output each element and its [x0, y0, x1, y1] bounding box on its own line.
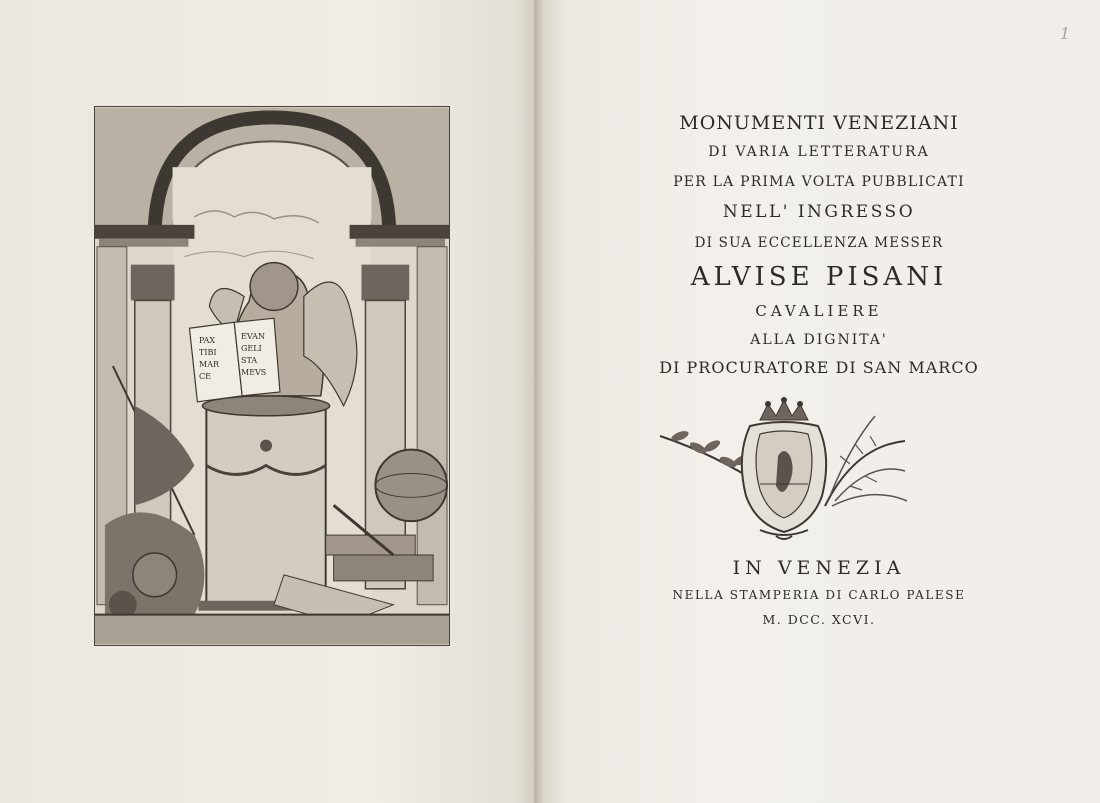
book-page-right-text	[241, 331, 279, 379]
book-page-left-text	[199, 335, 239, 383]
subtitle-line: PER LA PRIMA VOLTA PUBBLICATI	[673, 174, 965, 190]
imprint-date: M. DCC. XCVI.	[762, 612, 876, 627]
book-gutter	[534, 0, 542, 803]
book-text-line: EVAN	[241, 332, 265, 341]
coat-of-arms-icon	[650, 396, 915, 546]
title-page	[538, 0, 1100, 803]
book-text-line: GELI	[241, 344, 262, 353]
book-text-line: CE	[199, 372, 211, 381]
honoree-name: ALVISE PISANI	[690, 262, 948, 292]
coat-of-arms-vignette	[650, 396, 915, 546]
title-line: MONUMENTI VENEZIANI	[679, 112, 959, 134]
book-text-line: MEVS	[241, 368, 267, 377]
book-text-line: MAR	[199, 360, 219, 369]
left-page	[0, 0, 538, 803]
book-text-line: STA	[241, 356, 258, 365]
subtitle-line: DI SUA ECCELLENZA MESSER	[694, 235, 944, 251]
book-text-line: PAX	[199, 336, 216, 345]
shelfmark-note: 1	[1059, 24, 1070, 43]
subtitle-line: DI VARIA LETTERATURA	[708, 144, 930, 160]
frontispiece-engraving	[94, 106, 450, 646]
imprint-printer: NELLA STAMPERIA DI CARLO PALESE	[672, 588, 966, 602]
subtitle-line: NELL' INGRESSO	[722, 202, 916, 222]
honoree-title: CAVALIERE	[755, 302, 883, 320]
book-text-line: TIBI	[199, 348, 217, 357]
imprint-place: IN VENEZIA	[732, 557, 906, 579]
subtitle-line: DI PROCURATORE DI SAN MARCO	[659, 358, 979, 377]
subtitle-line: ALLA DIGNITA'	[750, 332, 888, 348]
